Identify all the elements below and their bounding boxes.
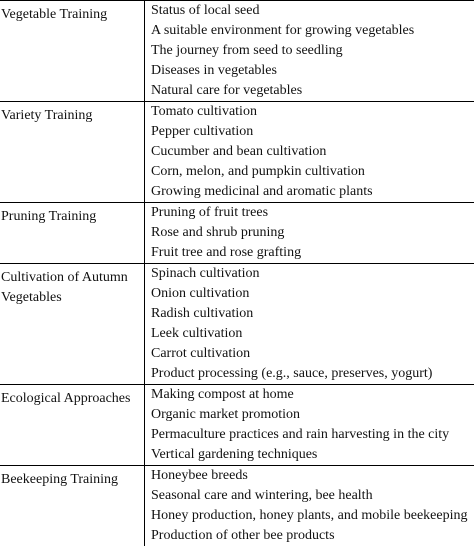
table-group-row — [0, 466, 474, 546]
training-item: Production of other bee products — [151, 528, 335, 543]
items-cell — [145, 203, 474, 263]
training-item: Permaculture practices and rain harvesting in the city — [151, 427, 450, 442]
items-cell — [145, 102, 474, 202]
training-item: Tomato cultivation — [151, 104, 257, 119]
training-item: Honey production, honey plants, and mobile beekeeping — [151, 508, 468, 523]
training-item: Rose and shrub pruning — [151, 225, 285, 240]
table-group-row — [0, 203, 474, 264]
training-item: Leek cultivation — [151, 326, 243, 341]
training-item: Carrot cultivation — [151, 346, 251, 361]
training-item: A suitable environment for growing vegetables — [151, 23, 415, 38]
table-group-row — [0, 385, 474, 466]
items-cell — [145, 264, 474, 384]
training-item: Radish cultivation — [151, 306, 254, 321]
category-cell: Beekeeping Training — [0, 466, 145, 546]
items-cell — [145, 385, 474, 465]
category-cell: Cultivation of Autumn Vegetables — [0, 264, 145, 384]
category-cell: Vegetable Training — [0, 1, 145, 101]
category-cell: Variety Training — [0, 102, 145, 202]
training-item: Growing medicinal and aromatic plants — [151, 184, 373, 199]
training-item: Honeybee breeds — [151, 468, 248, 483]
table-group-row — [0, 1, 474, 102]
items-cell — [145, 1, 474, 101]
table-group-row — [0, 264, 474, 385]
training-item: The journey from seed to seedling — [151, 43, 343, 58]
training-item: Vertical gardening techniques — [151, 447, 318, 462]
training-item: Onion cultivation — [151, 286, 250, 301]
training-item: Cucumber and bean cultivation — [151, 144, 327, 159]
training-item: Making compost at home — [151, 387, 294, 402]
category-cell: Ecological Approaches — [0, 385, 145, 465]
category-cell: Pruning Training — [0, 203, 145, 263]
training-item: Pepper cultivation — [151, 124, 254, 139]
training-item: Fruit tree and rose grafting — [151, 245, 302, 260]
training-item: Product processing (e.g., sauce, preserves, yogurt) — [151, 366, 433, 381]
training-item: Status of local seed — [151, 3, 260, 18]
training-item: Organic market promotion — [151, 407, 301, 422]
table-group-row — [0, 102, 474, 203]
training-item: Diseases in vegetables — [151, 63, 277, 78]
training-item: Spinach cultivation — [151, 266, 260, 281]
training-item: Pruning of fruit trees — [151, 205, 269, 220]
training-item: Natural care for vegetables — [151, 83, 303, 98]
training-item: Corn, melon, and pumpkin cultivation — [151, 164, 365, 179]
items-cell — [145, 466, 474, 546]
training-item: Seasonal care and wintering, bee health — [151, 488, 373, 503]
